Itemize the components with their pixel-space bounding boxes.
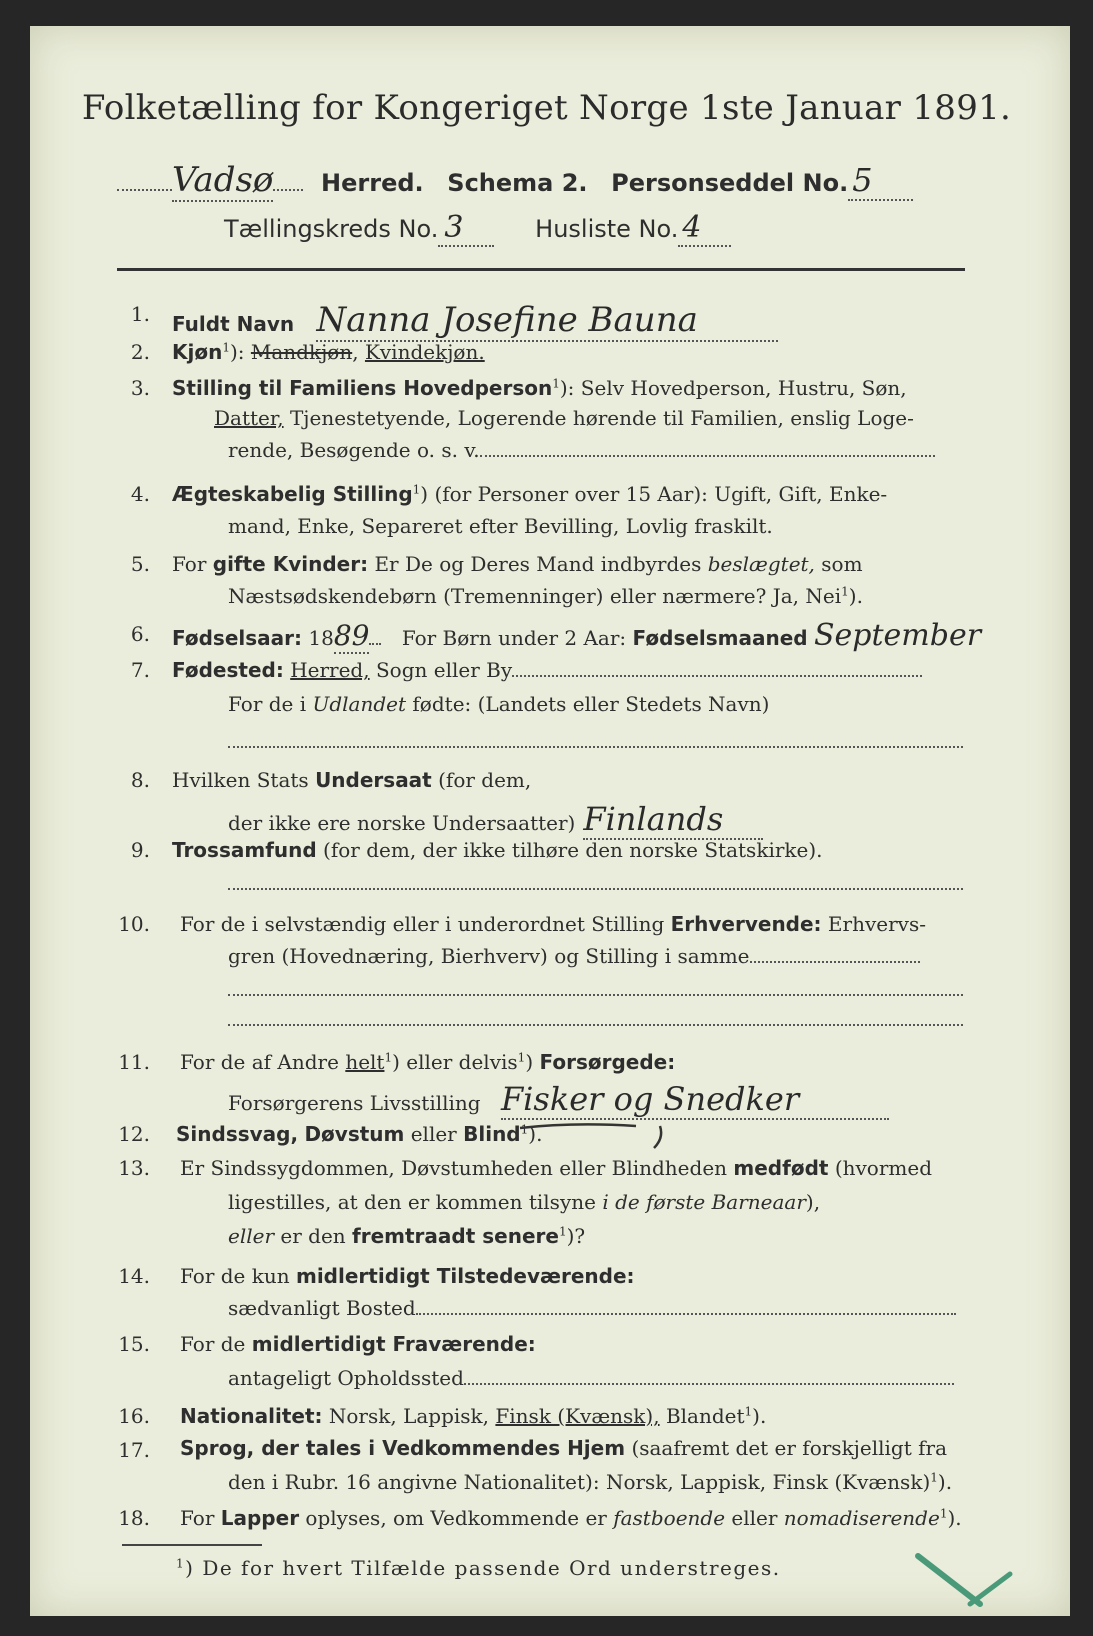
q15-row2: antageligt Opholdssted xyxy=(228,1366,954,1390)
q2-option-female: Kvindekjøn. xyxy=(364,340,485,364)
q9-number: 9. xyxy=(130,838,150,862)
q18-row: For Lapper oplyses, om Vedkommende er fastboende eller nomadiserende$^1$). xyxy=(180,1506,962,1530)
husliste-value: 4 xyxy=(678,210,731,247)
q12-label-blind: Blind xyxy=(463,1122,521,1146)
q13-row1: Er Sindssygdommen, Døvstumheden eller Blindheden medfødt (hvormed xyxy=(180,1156,932,1180)
q12-number: 12. xyxy=(118,1122,150,1146)
q10-label: Erhvervende: xyxy=(670,912,822,936)
q1-number: 1. xyxy=(130,302,150,326)
q9-blank-line xyxy=(228,888,963,890)
q6-label: Fødselsaar: xyxy=(172,626,302,650)
q14-row2: sædvanligt Bosted xyxy=(228,1296,956,1320)
kreds-value: 3 xyxy=(438,210,493,247)
q10-blank-line-2 xyxy=(228,1024,963,1026)
q17-number: 17. xyxy=(118,1438,150,1462)
q18-number: 18. xyxy=(118,1506,150,1530)
q1-label: Fuldt Navn xyxy=(172,312,295,336)
q5-label: gifte Kvinder: xyxy=(212,552,369,576)
q1-row xyxy=(172,300,778,340)
herred-label: Herred. xyxy=(321,169,424,197)
q6-label-month: Fødselsmaaned xyxy=(632,626,808,650)
q14-number: 14. xyxy=(118,1264,150,1288)
q10-row1: For de i selvstændig eller i underordnet Stilling Erhvervende: Erhvervs- xyxy=(180,912,926,936)
q13-number: 13. xyxy=(118,1156,150,1180)
q6-row: Fødselsaar: 1889 For Børn under 2 Aar: Fødselsmaaned September xyxy=(172,618,982,653)
q5-row1: For gifte Kvinder: Er De og Deres Mand indbyrdes beslægtet, som xyxy=(172,552,863,576)
q12-pen-mark xyxy=(514,1112,694,1152)
q12-row: Sindssvag, Døvstum eller Blind$^1$). xyxy=(176,1122,543,1146)
q17-row2: den i Rubr. 16 angivne Nationalitet): Norsk, Lappisk, Finsk (Kvænsk)$^1$). xyxy=(228,1470,953,1494)
q9-label: Trossamfund xyxy=(172,838,317,862)
q3-row3: rende, Besøgende o. s. v. xyxy=(228,438,935,462)
q13-row2: ligestilles, at den er kommen tilsyne i de første Barneaar), xyxy=(228,1190,821,1214)
q3-row2: Datter, Tjenestetyende, Logerende hørende til Familien, enslig Loge- xyxy=(214,406,914,430)
personseddel-label: Personseddel No. xyxy=(611,169,849,197)
personseddel-value: 5 xyxy=(848,161,912,201)
q2-number: 2. xyxy=(130,340,150,364)
q12-label-dovstum: Døvstum xyxy=(304,1122,405,1146)
q8-row1: Hvilken Stats Undersaat (for dem, xyxy=(172,768,532,792)
q17-label: Sprog, der tales i Vedkommendes Hjem xyxy=(180,1436,626,1460)
q4-row1: Ægteskabelig Stilling$^1$) (for Personer over 15 Aar): Ugift, Gift, Enke- xyxy=(172,482,888,506)
q6-year-value: 89 xyxy=(333,619,370,652)
q6-month-value: September xyxy=(813,618,982,653)
q10-row2: gren (Hovednæring, Bierhverv) og Stilling i samme xyxy=(228,944,920,968)
q15-row1: For de midlertidigt Fraværende: xyxy=(180,1332,536,1356)
footnote: $^1$) De for hvert Tilfælde passende Ord understreges. xyxy=(176,1556,781,1580)
q4-row2: mand, Enke, Separeret efter Bevilling, Lovlig fraskilt. xyxy=(228,514,773,538)
header-rule xyxy=(117,268,965,271)
q7-blank-line xyxy=(228,746,963,748)
kreds-line xyxy=(224,210,731,245)
q15-label: midlertidigt Fraværende: xyxy=(251,1332,536,1356)
q10-blank-line-1 xyxy=(228,994,963,996)
q11-value: Fisker og Snedker xyxy=(501,1080,889,1120)
q11-option-helt: helt xyxy=(345,1050,385,1074)
q3-row1: Stilling til Familiens Hovedperson$^1$): Selv Hovedperson, Hustru, Søn, xyxy=(172,376,907,400)
q17-row1: Sprog, der tales i Vedkommendes Hjem (saafremt det er forskjelligt fra xyxy=(180,1436,947,1460)
q14-label: midlertidigt Tilstedeværende: xyxy=(295,1264,635,1288)
q6-number: 6. xyxy=(130,622,150,646)
q2-option-male: Mandkjøn xyxy=(250,340,353,364)
q8-number: 8. xyxy=(130,768,150,792)
q16-row: Nationalitet: Norsk, Lappisk, Finsk (Kvænsk), Blandet$^1$). xyxy=(180,1404,767,1428)
q5-row2: Næstsødskendebørn (Tremenninger) eller nærmere? Ja, Nei$^1$). xyxy=(228,584,863,608)
q7-number: 7. xyxy=(130,658,150,682)
schema-label: Schema 2. xyxy=(447,169,588,197)
q12-label-sindssvag: Sindssvag, xyxy=(176,1122,299,1146)
q9-row: Trossamfund (for dem, der ikke tilhøre den norske Statskirke). xyxy=(172,838,823,862)
q13-row3: eller er den fremtraadt senere$^1$)? xyxy=(228,1224,586,1248)
q13-label-senere: fremtraadt senere xyxy=(352,1224,559,1248)
q2-row: Kjøn$^1$): Mandkjøn, Kvindekjøn. xyxy=(172,340,485,364)
q8-row2: der ikke ere norske Undersaatter) Finlands xyxy=(228,800,763,838)
q11-number: 11. xyxy=(118,1050,150,1074)
husliste-label: Husliste No. xyxy=(535,215,679,243)
green-check-mark xyxy=(910,1548,1020,1618)
q10-number: 10. xyxy=(118,912,150,936)
q3-option-datter: Datter, xyxy=(214,406,284,430)
q15-number: 15. xyxy=(118,1332,150,1356)
q16-number: 16. xyxy=(118,1404,150,1428)
q1-value: Nanna Josefine Bauna xyxy=(316,300,777,342)
q7-row2: For de i Udlandet fødte: (Landets eller Stedets Navn) xyxy=(228,692,770,716)
q18-label: Lapper xyxy=(220,1506,300,1530)
q14-row1: For de kun midlertidigt Tilstedeværende: xyxy=(180,1264,635,1288)
q11-row1: For de af Andre helt$^1$) eller delvis$^1$) Forsørgede: xyxy=(180,1050,676,1074)
q11-label: Forsørgede: xyxy=(539,1050,676,1074)
q4-number: 4. xyxy=(130,482,150,506)
q7-label: Fødested: xyxy=(172,658,284,682)
q7-option-herred: Herred, xyxy=(290,658,370,682)
q5-number: 5. xyxy=(130,552,150,576)
q11-row2: Forsørgerens Livsstilling Fisker og Snedker xyxy=(228,1080,889,1118)
q8-value: Finlands xyxy=(583,800,763,840)
q8-label: Undersaat xyxy=(315,768,432,792)
q3-label: Stilling til Familiens Hovedperson xyxy=(172,376,553,400)
kreds-label: Tællingskreds No. xyxy=(224,215,439,243)
herred-value: Vadsø xyxy=(172,160,274,200)
q7-row1: Fødested: Herred, Sogn eller By xyxy=(172,658,922,682)
q13-label: medfødt xyxy=(733,1156,829,1180)
form-title: Folketælling for Kongeriget Norge 1ste Januar 1891. xyxy=(81,88,1012,128)
herred-line xyxy=(117,160,913,200)
q4-label: Ægteskabelig Stilling xyxy=(172,482,413,506)
q16-label: Nationalitet: xyxy=(180,1404,323,1428)
footnote-rule xyxy=(122,1544,262,1546)
q16-option-finsk: Finsk (Kvænsk), xyxy=(495,1404,660,1428)
q3-number: 3. xyxy=(130,376,150,400)
q2-label: Kjøn xyxy=(172,340,223,364)
